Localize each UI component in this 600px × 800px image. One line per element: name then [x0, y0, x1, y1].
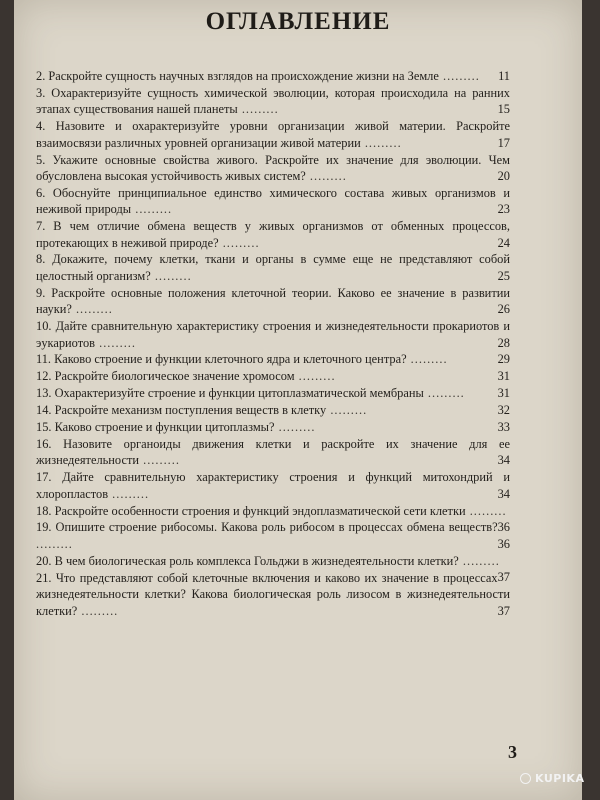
toc-page-number: 11 [498, 69, 510, 83]
toc-page-number: 36 [497, 536, 510, 551]
toc-entry [36, 570, 510, 619]
toc-entry-text: 21. Что представляют собой клеточные включения и каково их значение в процессах жизнедеятельности клетки? Какова биологическая роль лизосом в жизнедеятельности клетки? [36, 570, 510, 618]
toc-leader-dots: ......... [465, 503, 507, 518]
toc-entry [36, 318, 510, 351]
toc-leader-dots: ......... [406, 352, 448, 367]
toc-entry [36, 469, 510, 502]
toc-entry [36, 85, 510, 118]
toc-entry-text: 10. Дайте сравнительную характеристику строения и жизнедеятельности прокариотов и эукариотов [36, 319, 510, 350]
toc-entry [36, 419, 510, 435]
toc-leader-dots: ......... [237, 102, 279, 117]
toc-page-number: 31 [497, 369, 510, 384]
toc-page-number: 37 [497, 603, 510, 618]
toc-entry [36, 553, 510, 585]
toc-leader-dots: ......... [294, 369, 336, 384]
toc-entry-text: 16. Назовите органоиды движения клетки и раскройте их значение для ее жизнедеятельности [36, 436, 510, 468]
toc-page-number: 25 [497, 268, 510, 283]
toc-entry-text: 15. Каково строение и функции цитоплазмы? [36, 420, 275, 435]
toc-page-number: 34 [497, 486, 510, 501]
toc-leader-dots: ......... [360, 135, 402, 150]
toc-page-number: 15 [497, 102, 510, 117]
toc-entry-text: 19. Опишите строение рибосомы. Какова роль рибосом в процессах обмена веществ? [36, 520, 498, 535]
table-of-contents [36, 68, 510, 619]
toc-page-number: 29 [497, 352, 510, 367]
toc-entry [36, 285, 510, 318]
toc-leader-dots: ......... [108, 486, 150, 501]
toc-page-number: 28 [497, 335, 510, 350]
toc-page-number: 24 [497, 235, 510, 250]
toc-entry-text: 2. Раскройте сущность научных взглядов на происхождение жизни на Земле [36, 69, 439, 83]
toc-leader-dots: ......... [326, 403, 368, 418]
page-number: 3 [508, 742, 517, 762]
toc-entry [36, 185, 510, 218]
watermark [520, 772, 584, 785]
toc-leader-dots: ......... [458, 553, 500, 568]
kupika-logo-icon [520, 773, 531, 784]
toc-page-number: 20 [497, 168, 510, 183]
toc-leader-dots: ......... [131, 202, 173, 217]
toc-entry-text: 20. В чем биологическая роль комплекса Гольджи в жизнедеятельности клетки? [36, 553, 459, 568]
page-title: ОГЛАВЛЕНИЕ [205, 8, 391, 35]
toc-entry [36, 218, 510, 251]
toc-entry-text: 7. В чем отличие обмена веществ у живых организмов от обменных процессов, протекающих в неживой природе? [36, 219, 510, 250]
watermark-text: KUPIKA [535, 772, 585, 785]
toc-entry-text: 14. Раскройте механизм поступления веществ в клетку [36, 403, 327, 418]
toc-page-number: 31 [497, 386, 510, 401]
toc-entry-text: 12. Раскройте биологическое значение хромосом [36, 369, 295, 384]
toc-entry [36, 152, 510, 185]
toc-entry-text: 4. Назовите и охарактеризуйте уровни организации живой материи. Раскройте взаимосвязи различных уровней организации живой материи [36, 119, 510, 150]
toc-entry [36, 402, 510, 418]
toc-leader-dots: ......... [438, 69, 480, 83]
toc-leader-dots: ......... [71, 302, 113, 317]
toc-leader-dots: ......... [150, 268, 192, 283]
toc-entry [36, 519, 510, 552]
toc-leader-dots: ......... [305, 168, 347, 183]
toc-entry [36, 118, 510, 151]
book-page [14, 0, 585, 800]
toc-page-number: 34 [497, 453, 510, 468]
toc-page-number: 23 [497, 202, 510, 217]
toc-entry-text: 5. Укажите основные свойства живого. Раскройте их значение для эволюции. Чем обусловлена высокая устойчивость живых систем? [36, 152, 510, 183]
toc-entry-text: 13. Охарактеризуйте строение и функции цитоплазматической мембраны [36, 386, 424, 401]
toc-leader-dots: ......... [423, 386, 465, 401]
toc-entry-text: 11. Каково строение и функции клеточного ядра и клеточного центра? [36, 352, 407, 367]
toc-entry [36, 368, 510, 384]
toc-entry-text: 8. Докажите, почему клетки, ткани и органы в сумме еще не представляют собой целостный организм? [36, 252, 510, 283]
toc-leader-dots: ......... [95, 335, 136, 350]
toc-page-number: 37 [497, 570, 510, 585]
toc-leader-dots: ......... [36, 536, 73, 551]
toc-entry [36, 385, 510, 401]
toc-entry [36, 351, 510, 367]
toc-leader-dots: ......... [218, 235, 260, 250]
toc-entry [36, 436, 510, 469]
toc-page-number: 36 [497, 519, 510, 534]
toc-page-number: 32 [497, 403, 510, 418]
toc-entry-text: 9. Раскройте основные положения клеточной теории. Каково ее значение в развитии науки? [36, 285, 510, 317]
toc-entry-text: 3. Охарактеризуйте сущность химической эволюции, которая происходила на ранних этапах существования нашей планеты [36, 85, 510, 117]
toc-entry [36, 68, 510, 84]
toc-page-number: 17 [497, 135, 510, 150]
toc-page-number: 26 [497, 302, 510, 317]
toc-leader-dots: ......... [77, 603, 119, 618]
toc-entry-text: 6. Обоснуйте принципиальное единство химического состава живых организмов и неживой природы [36, 185, 510, 217]
toc-leader-dots: ......... [274, 420, 316, 435]
toc-page-number: 33 [497, 420, 510, 435]
toc-entry-text: 17. Дайте сравнительную характеристику строения и функций митохондрий и хлоропластов [36, 470, 510, 501]
toc-entry-text: 18. Раскройте особенности строения и функций эндоплазматической сети клетки [36, 503, 466, 518]
toc-entry [36, 251, 510, 284]
toc-leader-dots: ......... [139, 453, 180, 468]
